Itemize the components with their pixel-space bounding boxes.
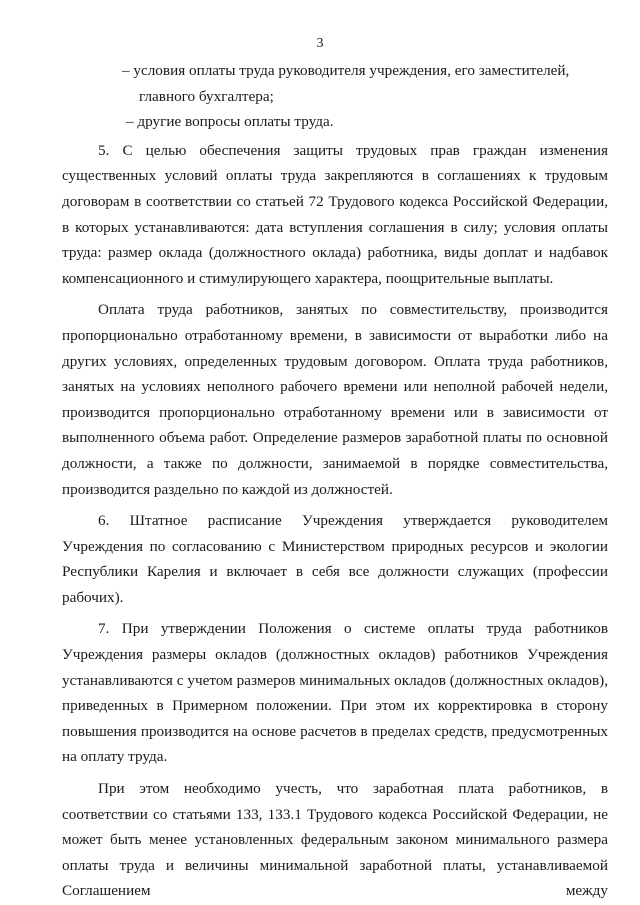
paragraph-minimum-wage: При этом необходимо учесть, что заработная плата работников, в соответствии со статьями 133, 133.1 Трудового кодекса Российской Федерации, не может быть менее установленных федеральным законом минимального размера оплаты труда и величины минимальной заработной платы, устанавливаемой Соглашением между — [62, 780, 608, 900]
document-body — [62, 58, 608, 904]
list-item: – другие вопросы оплаты труда. — [126, 113, 334, 131]
page-number: 3 — [316, 36, 324, 51]
list-item-continuation: главного бухгалтера; — [139, 87, 274, 105]
paragraph-7: 7. При утверждении Положения о системе оплаты труда работников Учреждения размеры окладов (должностных окладов) работников Учреждения устанавливаются с учетом размеров минимальных окладов (должностных окладов), приведенных в Примерном положении. При этом их корректировка в сторону повышения производится на основе расчетов в пределах средств, предусмотренных на оплату труда. — [62, 620, 608, 766]
paragraph-part-time-pay: Оплата труда работников, занятых по совместительству, производится пропорционально отработанному времени, в зависимости от выработки либо на других условиях, определенных трудовым договором. Оплата труда работников, занятых на условиях неполного рабочего времени или неполной рабочей недели, производится пропорционально отработанному времени или в зависимости от выполненного объема работ. Определение размеров заработной платы по основной должности, а также по должности, занимаемой в порядке совместительства, производится раздельно по каждой из должностей. — [62, 301, 608, 498]
list-item: – условия оплаты труда руководителя учреждения, его заместителей, — [122, 62, 570, 79]
paragraph-6: 6. Штатное расписание Учреждения утверждается руководителем Учреждения по согласованию с Министерством природных ресурсов и экологии Республики Карелия и включает в себя все должности служащих (профессии рабочих). — [62, 512, 608, 606]
paragraph-5: 5. С целью обеспечения защиты трудовых прав граждан изменения существенных условий оплаты труда закрепляются в соглашениях к трудовым договорам в соответствии со статьей 72 Трудового кодекса Российской Федерации, в которых устанавливаются: дата вступления соглашения в силу; условия оплаты труда: размер оклада (должностного оклада) работника, виды доплат и надбавок компенсационного и стимулирующего характера, поощрительные выплаты. — [62, 141, 608, 287]
